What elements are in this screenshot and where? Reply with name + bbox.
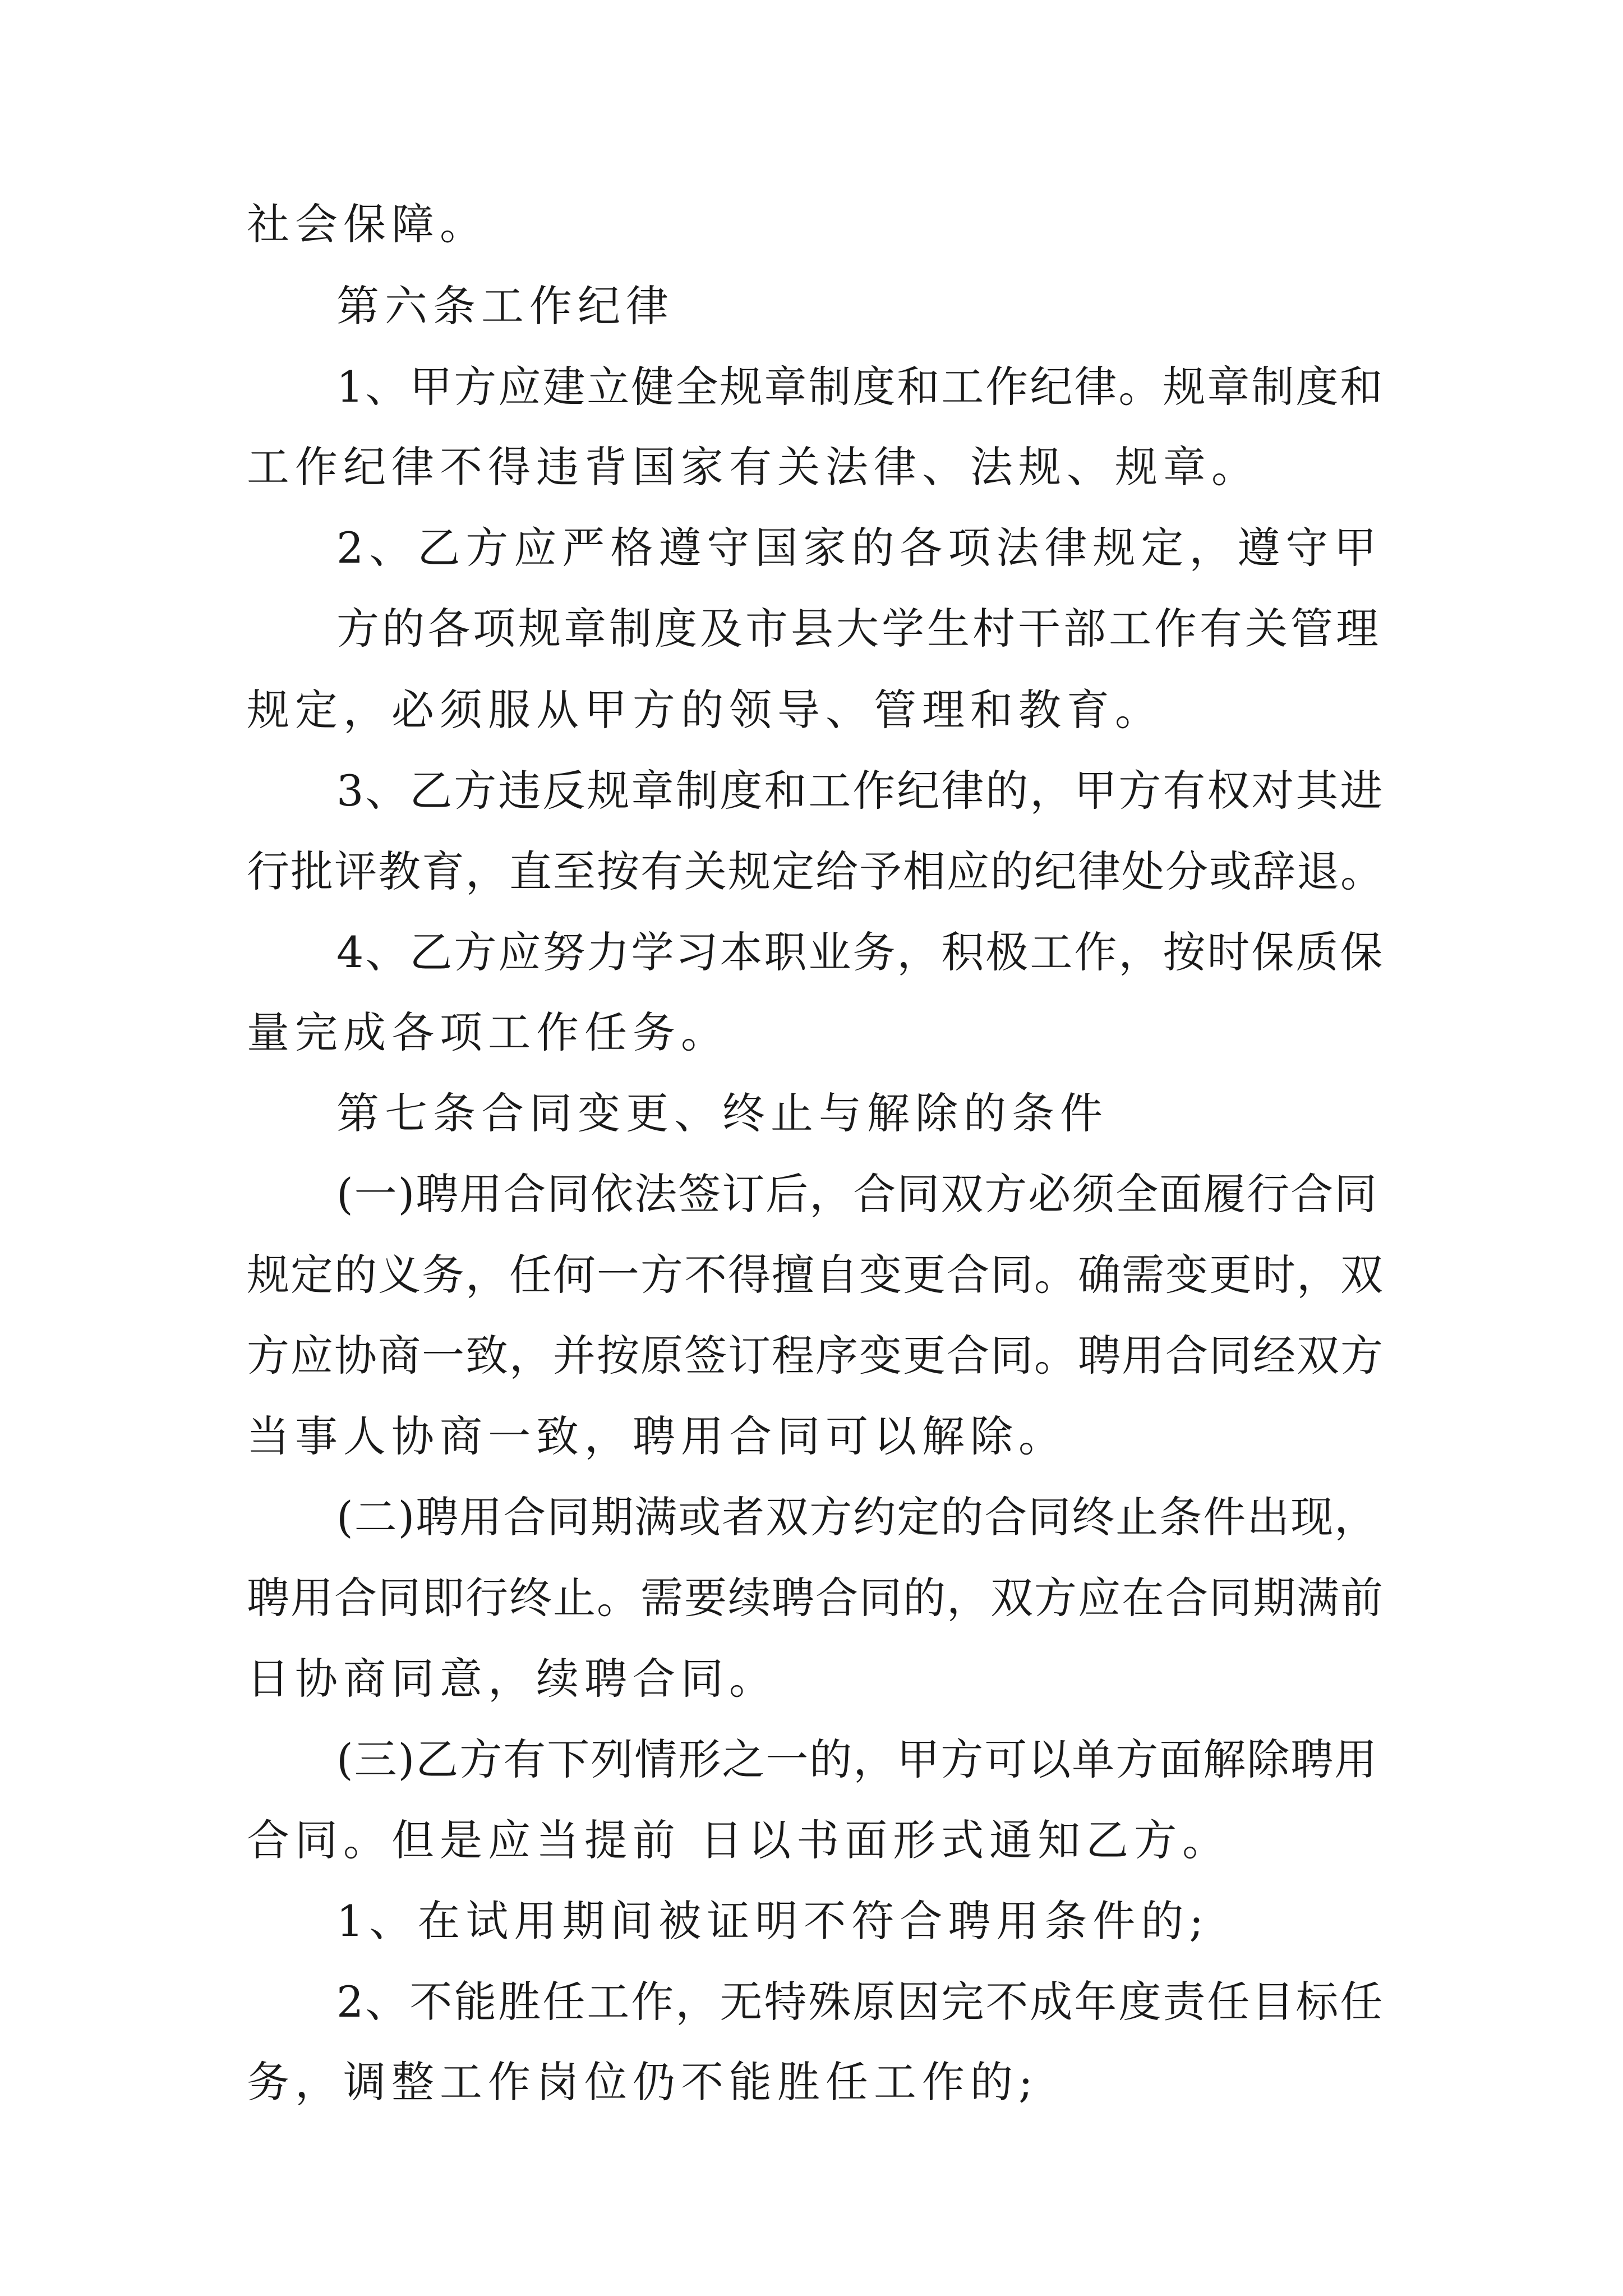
text-line: 合同。但是应当提前 日以书面形式通知乙方。 bbox=[247, 1815, 1231, 1865]
text-line: 规定，必须服从甲方的领导、管理和教育。 bbox=[247, 685, 1163, 735]
text-line: 方的各项规章制度及市县大学生村干部工作有关管理 bbox=[336, 604, 1381, 654]
text-line: 行批评教育，直至按有关规定给予相应的纪律处分或辞退。 bbox=[247, 846, 1384, 896]
list-item: 1、在试用期间被证明不符合聘用条件的; bbox=[336, 1896, 1209, 1946]
text-line: 规定的义务，任何一方不得擅自变更合同。确需变更时，双 bbox=[247, 1250, 1384, 1300]
text-line: 3、乙方违反规章制度和工作纪律的，甲方有权对其进 bbox=[336, 766, 1385, 816]
text-line: (三)乙方有下列情形之一的，甲方可以单方面解除聘用 bbox=[336, 1734, 1378, 1784]
section-heading: 第七条合同变更、终止与解除的条件 bbox=[336, 1088, 1108, 1138]
text-line: 社会保障。 bbox=[247, 199, 488, 249]
text-line: (二)聘用合同期满或者双方约定的合同终止条件出现， bbox=[336, 1492, 1378, 1542]
text-line: 方应协商一致，并按原签订程序变更合同。聘用合同经双方 bbox=[247, 1331, 1384, 1381]
text-line: 聘用合同即行终止。需要续聘合同的，双方应在合同期满前 bbox=[247, 1573, 1384, 1623]
text-line: 工作纪律不得违背国家有关法律、法规、规章。 bbox=[247, 442, 1260, 492]
text-line: 2、乙方应严格遵守国家的各项法律规定，遵守甲 bbox=[336, 523, 1382, 573]
text-line: (一)聘用合同依法签订后，合同双方必须全面履行合同 bbox=[336, 1169, 1378, 1219]
text-line: 务，调整工作岗位仍不能胜任工作的; bbox=[247, 2057, 1039, 2107]
text-line: 日协商同意，续聘合同。 bbox=[247, 1654, 777, 1704]
text-line: 量完成各项工作任务。 bbox=[247, 1007, 729, 1057]
text-line: 4、乙方应努力学习本职业务，积极工作，按时保质保 bbox=[336, 927, 1385, 977]
text-line: 当事人协商一致，聘用合同可以解除。 bbox=[247, 1411, 1067, 1461]
text-line: 1、甲方应建立健全规章制度和工作纪律。规章制度和 bbox=[336, 362, 1385, 412]
list-item: 2、不能胜任工作，无特殊原因完不成年度责任目标任 bbox=[336, 1977, 1385, 2027]
section-heading: 第六条工作纪律 bbox=[336, 281, 674, 331]
